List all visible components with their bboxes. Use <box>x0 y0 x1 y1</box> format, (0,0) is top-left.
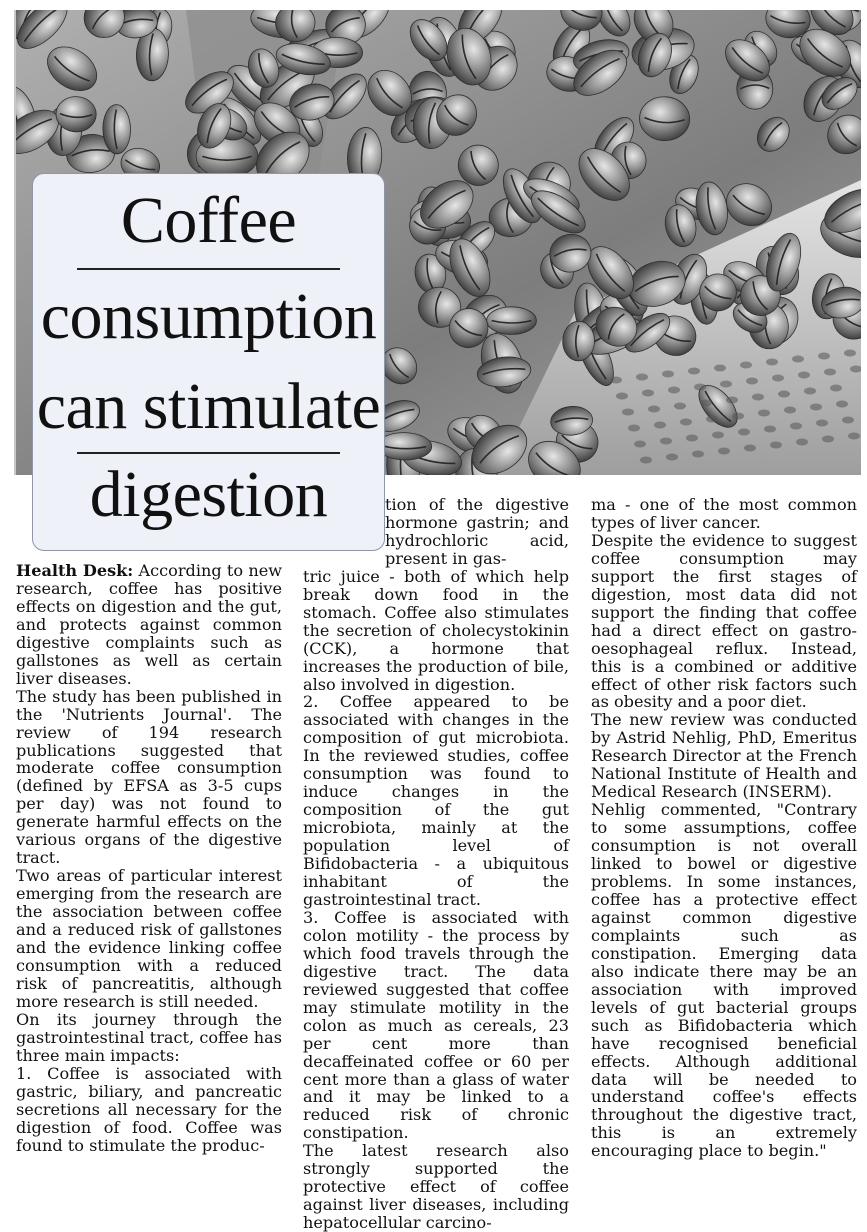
tray-hole <box>836 401 848 408</box>
article-column-2 <box>303 496 569 1232</box>
tray-hole <box>726 397 738 404</box>
article-paragraph: On its journey through the gastrointestinal tract, coffee has three main impacts: <box>16 1009 282 1065</box>
article-paragraph: Despite the evidence to suggest coffee consumption may support the first stages of digestion, most data did not support the finding that coffee had a direct effect on gastro-oesophageal reflux. Instead, this is a combined or additive effect of other risk factors such as obesity and a poor diet. <box>591 530 857 712</box>
dateline: Health Desk: <box>16 561 134 580</box>
article-paragraph: 1. Coffee is associated with gastric, biliary, and pancreatic secretions all necessary for the digestion of food. Coffee was found to stimulate the produc- <box>16 1063 282 1155</box>
tray-hole <box>772 375 784 382</box>
tray-hole <box>798 372 810 379</box>
tray-hole <box>752 394 764 401</box>
tray-hole <box>674 403 686 410</box>
tray-hole <box>848 433 860 440</box>
tray-hole <box>628 425 640 432</box>
tray-hole <box>660 438 672 445</box>
article-paragraph: Health Desk: According to new research, coffee has positive effects on digestion and the gut, and protects against common digestive complaints such as gallstones as well as certain liver diseases. <box>16 561 282 688</box>
tray-hole <box>640 457 652 464</box>
headline-divider-2 <box>77 452 340 454</box>
tray-hole <box>824 369 836 376</box>
tray-hole <box>844 350 856 357</box>
tray-hole <box>732 413 744 420</box>
tray-hole <box>744 445 756 452</box>
tray-hole <box>830 385 842 392</box>
tray-hole <box>792 356 804 363</box>
tray-hole <box>766 359 778 366</box>
tray-hole <box>816 420 828 427</box>
coffee-bean <box>102 104 130 154</box>
article-paragraph: Nehlig commented, "Contrary to some assumptions, coffee consumption is not overall linked to bowel or digestive problems. In some instances, coffee has a protective effect against common digestive complaints such as constipation. Emerging data also indicate there may be an association with improved levels of gut bacterial groups such as Bifidobacteria which have recognised beneficial effects. Although additional data will be needed to understand coffee's effects throughout the digestive tract, this is an extremely encouraging place to begin." <box>591 800 857 1161</box>
tray-hole <box>778 391 790 398</box>
headline-box <box>32 173 385 551</box>
tray-hole <box>718 448 730 455</box>
tray-hole <box>622 409 634 416</box>
tray-hole <box>616 393 628 400</box>
tray-hole <box>738 429 750 436</box>
tray-hole <box>688 368 700 375</box>
tray-hole <box>666 454 678 461</box>
article-column-1 <box>16 562 282 1154</box>
tray-hole <box>686 435 698 442</box>
tray-hole <box>700 400 712 407</box>
tray-hole <box>648 406 660 413</box>
tray-hole <box>712 432 724 439</box>
headline-line-2: consumption <box>40 280 377 353</box>
tray-hole <box>634 441 646 448</box>
tray-hole <box>662 371 674 378</box>
tray-hole <box>822 436 834 443</box>
tray-hole <box>668 387 680 394</box>
tray-hole <box>740 362 752 369</box>
tray-hole <box>784 407 796 414</box>
tray-hole <box>764 426 776 433</box>
coffee-bean <box>487 307 537 335</box>
article-paragraph: tion of the digestive hormone gastrin; and hydrochloric acid, present in gas- <box>385 495 569 568</box>
tray-hole <box>636 374 648 381</box>
tray-hole <box>642 390 654 397</box>
article-paragraph: tric juice - both of which help break down food in the stomach. Coffee also stimulates the secretion of cholecystokinin (CCK), a hormone that increases the production of bile, also involved in digestion. <box>303 566 569 694</box>
tray-hole <box>610 377 622 384</box>
article-paragraph: The new review was conducted by Astrid Nehlig, PhD, Emeritus Research Director at the French National Institute of Health and Medical Research (INSERM). <box>591 710 857 802</box>
tray-hole <box>746 378 758 385</box>
coffee-bean <box>562 321 594 361</box>
article-column-3 <box>591 496 857 1160</box>
article-paragraph: The study has been published in the 'Nutrients Journal'. The review of 194 research publications suggested that moderate coffee consumption (defined by EFSA as 3-5 cups per day) was not found to generate harmful effects on the various organs of the digestive tract. <box>16 686 282 868</box>
tray-hole <box>770 442 782 449</box>
tray-hole <box>694 384 706 391</box>
tray-hole <box>714 365 726 372</box>
tray-hole <box>818 353 830 360</box>
headline-line-4: digestion <box>89 458 328 531</box>
tray-hole <box>706 416 718 423</box>
tray-hole <box>680 419 692 426</box>
tray-hole <box>720 381 732 388</box>
article-paragraph: Two areas of particular interest emerging from the research are the association between coffee and a reduced risk of gallstones and the evidence linking coffee consumption with a reduced risk of pancreatitis, although more research is still needed. <box>16 866 282 1011</box>
headline-line-1: Coffee <box>120 184 297 257</box>
article-paragraph: 2. Coffee appeared to be associated with changes in the composition of gut microbiota. In the reviewed studies, coffee consumption was found to induce changes in the composition of the gut microbiota, mainly at the population level of Bifidobacteria - a ubiquitous inhabitant of the gastrointestinal tract. <box>303 692 569 909</box>
tray-hole <box>692 451 704 458</box>
headline-line-3: can stimulate <box>36 370 381 443</box>
article-paragraph: The latest research also strongly supported the protective effect of coffee against liver diseases, including hepatocellular carcino- <box>303 1141 569 1232</box>
article-paragraph: 3. Coffee is associated with colon motility - the process by which food travels through the digestive tract. The data reviewed suggested that coffee may stimulate motility in the colon as much as cereals, 23 per cent more than decaffeinated coffee or 60 per cent more than a glass of water and it may be linked to a reduced risk of chronic constipation. <box>303 907 569 1143</box>
tray-hole <box>796 439 808 446</box>
tray-hole <box>758 410 770 417</box>
tray-hole <box>654 422 666 429</box>
tray-hole <box>790 423 802 430</box>
tray-hole <box>842 417 854 424</box>
article-paragraph: ma - one of the most common types of liver cancer. <box>591 495 857 532</box>
tray-hole <box>810 404 822 411</box>
headline-divider-1 <box>77 268 340 270</box>
tray-hole <box>804 388 816 395</box>
